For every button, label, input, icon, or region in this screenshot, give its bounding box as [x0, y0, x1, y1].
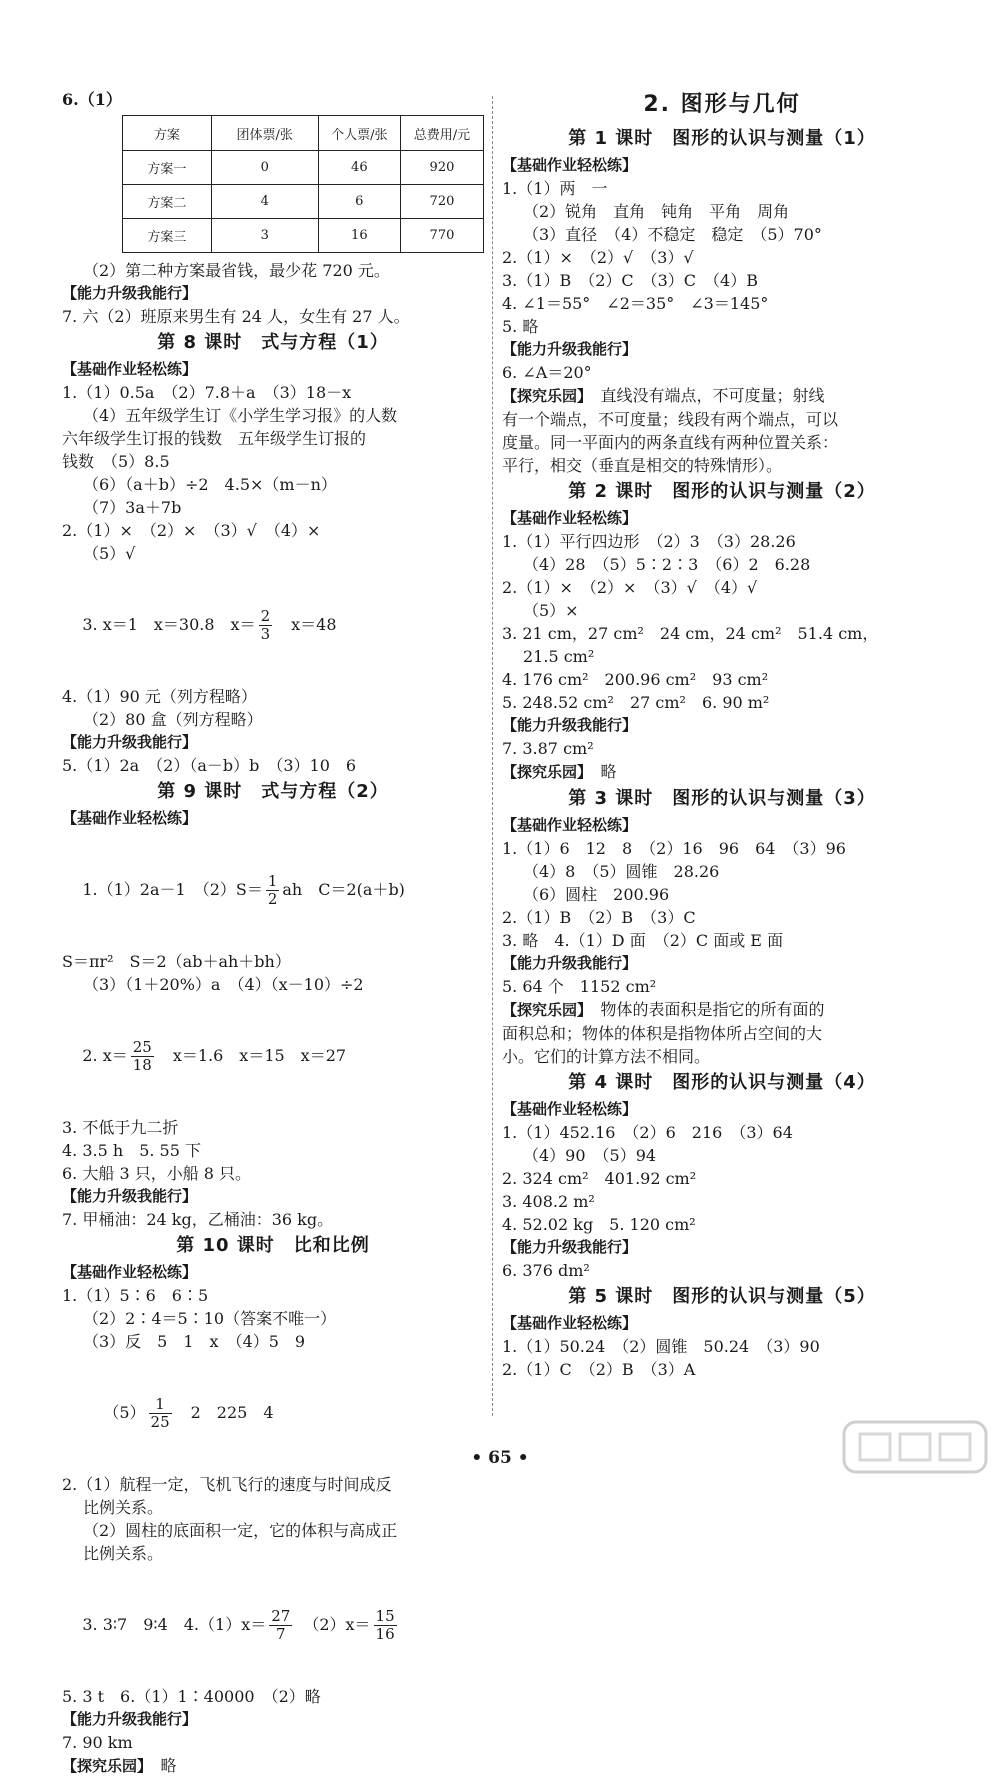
tag-basic: 【基础作业轻松练】	[62, 1263, 198, 1281]
numerator: 27	[271, 1607, 291, 1625]
fraction	[266, 873, 280, 908]
answer-text: 3. 3∶7 9∶4 4.（1）x＝	[82, 1615, 267, 1634]
answer-line: 3. 不低于九二折	[62, 1118, 179, 1137]
tag-basic: 【基础作业轻松练】	[502, 1314, 638, 1332]
answer-line: 21.5 cm²	[523, 647, 595, 666]
answer-line: 2.（1）× （2）√ （3）√	[502, 248, 694, 267]
tag-basic: 【基础作业轻松练】	[502, 156, 638, 174]
answer-text: （5）	[103, 1403, 146, 1422]
plan-table	[122, 115, 484, 253]
tag-explore: 【探究乐园】	[502, 387, 585, 405]
answer-line-fraction	[62, 830, 484, 950]
fraction	[374, 1608, 397, 1643]
answer-line: 3. 21 cm，27 cm² 24 cm，24 cm² 51.4 cm，	[502, 624, 879, 643]
answer-line: （2）圆柱的底面积一定，它的体积与高成正	[83, 1521, 398, 1540]
answer-text: 略	[144, 1756, 177, 1775]
answer-line: （3）反 5 1 x （4）5 9	[83, 1332, 306, 1351]
explore-line	[502, 998, 942, 1022]
fraction	[149, 1396, 172, 1431]
table-cell: 16	[318, 219, 400, 253]
left-column	[62, 88, 484, 1778]
answer-line: （2）80 盒（列方程略）	[83, 710, 263, 729]
answer-line: 4. 3.5 h 5. 55 下	[62, 1141, 201, 1160]
tag-basic: 【基础作业轻松练】	[62, 809, 198, 827]
tag-basic: 【基础作业轻松练】	[502, 1100, 638, 1118]
table-cell: 6	[318, 185, 400, 219]
table-cell: 4	[211, 185, 318, 219]
tag-ability: 【能力升级我能行】	[62, 733, 198, 751]
answer-line: 7. 3.87 cm²	[502, 739, 594, 758]
answer-line: （4）28 （5）5∶2∶3 （6）2 6.28	[523, 555, 811, 574]
answer-text: （2）x＝	[295, 1615, 371, 1634]
tag-ability: 【能力升级我能行】	[62, 284, 198, 302]
answer-line: 6. ∠A＝20°	[502, 363, 592, 382]
watermark-logo	[840, 1418, 990, 1476]
lesson-5-title: 第 5 课时 图形的认识与测量（5）	[568, 1286, 876, 1307]
answer-line: 6. 376 dm²	[502, 1261, 590, 1280]
table-header-row	[123, 116, 484, 151]
lesson-9-title: 第 9 课时 式与方程（2）	[157, 781, 389, 802]
answer-line: （3）（1＋20%）a （4）（x－10）÷2	[83, 975, 364, 994]
table-row	[123, 219, 484, 253]
tag-ability: 【能力升级我能行】	[62, 1710, 198, 1728]
tag-ability: 【能力升级我能行】	[502, 716, 638, 734]
answer-line: 7. 甲桶油：24 kg，乙桶油：36 kg。	[62, 1210, 334, 1229]
table-header: 团体票/张	[211, 116, 318, 151]
lesson-1-title: 第 1 课时 图形的认识与测量（1）	[568, 128, 876, 149]
explore-line	[62, 1754, 484, 1778]
answer-line: 比例关系。	[83, 1498, 164, 1517]
right-column	[502, 88, 942, 1381]
table-cell: 46	[318, 151, 400, 185]
answer-line: 1.（1）两 一	[502, 179, 608, 198]
lesson-10-title: 第 10 课时 比和比例	[176, 1235, 370, 1256]
answer-line: （4）8 （5）圆锥 28.26	[523, 862, 720, 881]
answer-line: 2.（1）B （2）B （3）C	[502, 908, 696, 927]
tag-explore: 【探究乐园】	[62, 1757, 145, 1775]
answer-line: 5. 248.52 cm² 27 cm² 6. 90 m²	[502, 693, 770, 712]
tag-ability: 【能力升级我能行】	[502, 340, 638, 358]
answer-line: 有一个端点，不可度量；线段有两个端点，可以	[502, 410, 839, 429]
answer-line: （6）（a＋b）÷2 4.5×（m－n）	[83, 475, 337, 494]
table-header: 方案	[123, 116, 212, 151]
answer-line: 4.（1）90 元（列方程略）	[62, 687, 257, 706]
answer-text: 直线没有端点，不可度量；射线	[584, 386, 825, 405]
answer-line: 1.（1）5∶6 6∶5	[62, 1286, 209, 1305]
answer-line: 1.（1）6 12 8 （2）16 96 64 （3）96	[502, 839, 846, 858]
answer-text: x＝48	[275, 615, 337, 634]
answer-line: 2.（1）× （2）× （3）√ （4）×	[62, 521, 321, 540]
q6-label: 6.（1）	[62, 90, 122, 109]
answer-line: 4. 176 cm² 200.96 cm² 93 cm²	[502, 670, 769, 689]
tag-basic: 【基础作业轻松练】	[502, 816, 638, 834]
answer-line: 4. ∠1＝55° ∠2＝35° ∠3＝145°	[502, 294, 769, 313]
answer-text: ah C＝2(a＋b)	[282, 880, 405, 899]
tag-ability: 【能力升级我能行】	[502, 954, 638, 972]
answer-line: 比例关系。	[83, 1544, 164, 1563]
numerator: 2	[260, 607, 271, 625]
denominator: 16	[375, 1625, 395, 1643]
answer-line: 1.（1）452.16 （2）6 216 （3）64	[502, 1123, 793, 1142]
answer-line: 平行，相交（垂直是相交的特殊情形）。	[502, 456, 783, 475]
tag-basic: 【基础作业轻松练】	[62, 360, 198, 378]
table-header: 总费用/元	[400, 116, 483, 151]
explore-line	[502, 760, 942, 784]
answer-line: 5.（1）2a （2）（a－b）b （3）10 6	[62, 756, 357, 775]
table-cell: 3	[211, 219, 318, 253]
numerator: 15	[375, 1607, 395, 1625]
tag-ability: 【能力升级我能行】	[62, 1187, 198, 1205]
answer-line: （5）√	[83, 544, 136, 563]
answer-line: 钱数 （5）8.5	[62, 452, 170, 471]
denominator: 25	[150, 1413, 170, 1431]
fraction	[259, 608, 273, 643]
answer-line: 小。它们的计算方法不相同。	[502, 1047, 711, 1066]
answer-line: 5. 3 t 6.（1）1∶40000 （2）略	[62, 1687, 321, 1706]
table-row	[123, 185, 484, 219]
answer-line: 2.（1）航程一定，飞机飞行的速度与时间成反	[62, 1475, 392, 1494]
answer-line: 1.（1）0.5a （2）7.8＋a （3）18－x	[62, 383, 352, 402]
answer-line: 2.（1）C （2）B （3）A	[502, 1360, 696, 1379]
table-header: 个人票/张	[318, 116, 400, 151]
fraction	[131, 1039, 154, 1074]
answer-line: （4）90 （5）94	[523, 1146, 657, 1165]
tag-basic: 【基础作业轻松练】	[502, 509, 638, 527]
denominator: 3	[260, 625, 271, 643]
table-cell: 720	[400, 185, 483, 219]
denominator: 18	[132, 1056, 152, 1074]
table-cell: 770	[400, 219, 483, 253]
answer-line: 6. 大船 3 只，小船 8 只。	[62, 1164, 252, 1183]
lesson-4-title: 第 4 课时 图形的认识与测量（4）	[568, 1072, 876, 1093]
answer-line: 面积总和；物体的体积是指物体所占空间的大	[502, 1024, 823, 1043]
column-divider	[492, 96, 493, 1416]
answer-line: （2）锐角 直角 钝角 平角 周角	[523, 202, 790, 221]
answer-line: 3. 略 4.（1）D 面 （2）C 面或 E 面	[502, 931, 784, 950]
numerator: 1	[267, 872, 278, 890]
answer-line: 3.（1）B （2）C （3）C （4）B	[502, 271, 758, 290]
answer-line-fraction	[62, 1565, 484, 1685]
answer-line: （5）×	[523, 601, 579, 620]
tag-explore: 【探究乐园】	[502, 763, 585, 781]
answer-text: 3. x＝1 x＝30.8 x＝	[82, 615, 256, 634]
table-cell: 方案一	[123, 151, 212, 185]
answer-line: 2.（1）× （2）× （3）√ （4）√	[502, 578, 758, 597]
lesson-3-title: 第 3 课时 图形的认识与测量（3）	[568, 788, 876, 809]
q7-answer: 7. 六（2）班原来男生有 24 人，女生有 27 人。	[62, 307, 410, 326]
answer-text: 2. x＝	[82, 1046, 128, 1065]
denominator: 2	[267, 890, 278, 908]
q6-part2: （2）第二种方案最省钱，最少花 720 元。	[83, 261, 390, 280]
table-cell: 0	[211, 151, 318, 185]
section-title: 2. 图形与几何	[643, 92, 801, 117]
answer-line: 3. 408.2 m²	[502, 1192, 595, 1211]
answer-line: 六年级学生订报的钱数 五年级学生订报的	[62, 429, 367, 448]
answer-line: 5. 64 个 1152 cm²	[502, 977, 657, 996]
answer-line: S＝πr² S＝2（ab＋ah＋bh）	[62, 952, 291, 971]
answer-line: 4. 52.02 kg 5. 120 cm²	[502, 1215, 696, 1234]
answer-line: 1.（1）50.24 （2）圆锥 50.24 （3）90	[502, 1337, 820, 1356]
tag-explore: 【探究乐园】	[502, 1001, 585, 1019]
answer-line-fraction	[62, 565, 484, 685]
answer-line: （3）直径 （4）不稳定 稳定 （5）70°	[523, 225, 822, 244]
answer-text: x＝1.6 x＝15 x＝27	[156, 1046, 347, 1065]
lesson-8-title: 第 8 课时 式与方程（1）	[157, 332, 389, 353]
answer-line: 7. 90 km	[62, 1733, 133, 1752]
page-number: • 65 •	[471, 1448, 529, 1468]
answer-text: 物体的表面积是指它的所有面的	[584, 1000, 825, 1019]
lesson-2-title: 第 2 课时 图形的认识与测量（2）	[568, 481, 876, 502]
answer-text: 1.（1）2a－1 （2）S＝	[82, 880, 263, 899]
answer-line-fraction	[62, 996, 484, 1116]
explore-line	[502, 384, 942, 408]
table-cell: 方案三	[123, 219, 212, 253]
answer-line: （7）3a＋7b	[83, 498, 182, 517]
answer-line: （6）圆柱 200.96	[523, 885, 670, 904]
tag-ability: 【能力升级我能行】	[502, 1238, 638, 1256]
answer-text: 2 225 4	[174, 1403, 274, 1422]
answer-line: （4）五年级学生订《小学生学习报》的人数	[83, 406, 398, 425]
answer-line: 5. 略	[502, 317, 539, 336]
table-row	[123, 151, 484, 185]
table-cell: 920	[400, 151, 483, 185]
numerator: 1	[149, 1396, 172, 1414]
answer-line: 1.（1）平行四边形 （2）3 （3）28.26	[502, 532, 796, 551]
table-cell: 方案二	[123, 185, 212, 219]
answer-line: 度量。同一平面内的两条直线有两种位置关系：	[502, 433, 839, 452]
numerator: 25	[132, 1038, 152, 1056]
answer-line: 2. 324 cm² 401.92 cm²	[502, 1169, 697, 1188]
answer-line: （2）2∶4＝5∶10（答案不唯一）	[83, 1309, 337, 1328]
fraction	[269, 1608, 292, 1643]
answer-text: 略	[584, 762, 617, 781]
denominator: 7	[275, 1625, 286, 1643]
